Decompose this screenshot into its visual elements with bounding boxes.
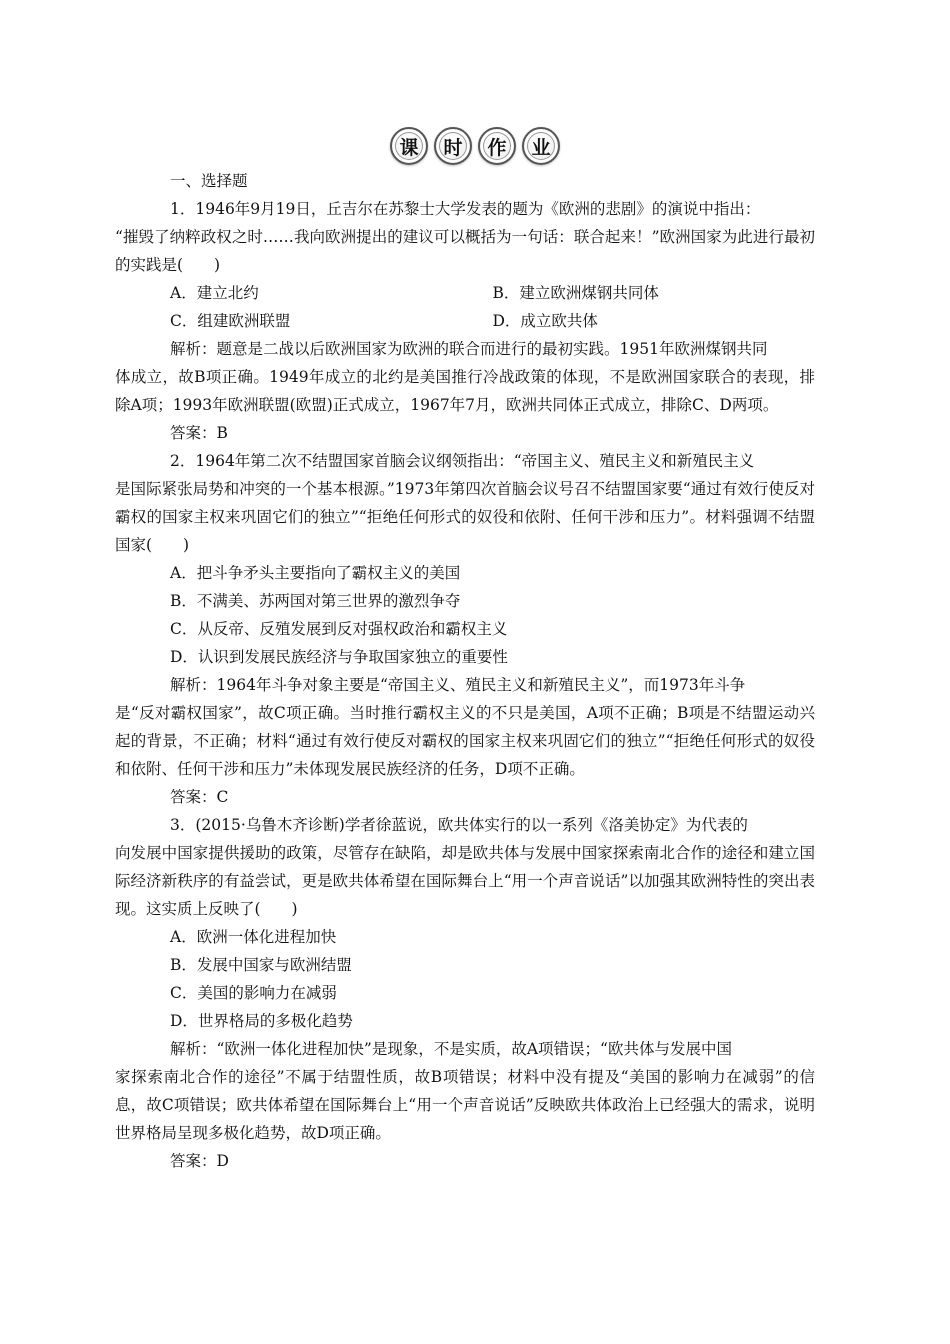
option-c: C．组建欧洲联盟 xyxy=(170,312,291,330)
title-badge-1: 课 xyxy=(390,127,428,165)
question-stem: 1．1946年9月19日，丘吉尔在苏黎士大学发表的题为《欧洲的悲剧》的演说中指出： xyxy=(170,200,761,218)
option-row xyxy=(170,279,815,307)
question-stem: 3．(2015·乌鲁木齐诊断)学者徐蓝说，欧共体实行的以一系列《洛美协定》为代表的 xyxy=(170,816,748,834)
question-stem-continued: 是国际紧张局势和冲突的一个基本根源。”1973年第四次首脑会议号召不结盟国家要“通过有效行使反对霸权的国家主权来巩固它们的独立”“拒绝任何形式的奴役和依附、任何干涉和压力”。材料强调不结盟国家( ) xyxy=(115,480,815,554)
section-heading: 一、选择题 xyxy=(170,172,248,190)
answer: 答案：B xyxy=(170,424,228,442)
option-row xyxy=(170,307,815,335)
question-1 xyxy=(115,195,815,447)
option-c: C．美国的影响力在减弱 xyxy=(170,984,337,1002)
analysis: 解析：1964年斗争对象主要是“帝国主义、殖民主义和新殖民主义”，而1973年斗争 xyxy=(170,676,746,694)
analysis-continued: 是“反对霸权国家”，故C项正确。当时推行霸权主义的不只是美国，A项不正确；B项是不结盟运动兴起的背景，不正确；材料“通过有效行使反对霸权的国家主权来巩固它们的独立”“拒绝任何形式的奴役和依附、任何干涉和压力”未体现发展民族经济的任务，D项不正确。 xyxy=(115,704,815,778)
analysis: 解析：题意是二战以后欧洲国家为欧洲的联合而进行的最初实践。1951年欧洲煤钢共同 xyxy=(170,340,768,358)
analysis-continued: 家探索南北合作的途径”不属于结盟性质，故B项错误；材料中没有提及“美国的影响力在减弱”的信息，故C项错误；欧共体希望在国际舞台上“用一个声音说话”反映欧共体政治上已经强大的需求，说明世界格局呈现多极化趋势，故D项正确。 xyxy=(115,1068,815,1142)
answer: 答案：D xyxy=(170,1152,229,1170)
document-body xyxy=(115,167,815,1175)
option-d: D．世界格局的多极化趋势 xyxy=(170,1012,353,1030)
page-title xyxy=(0,127,950,165)
option-a: A．把斗争矛头主要指向了霸权主义的美国 xyxy=(170,564,461,582)
analysis-continued: 体成立，故B项正确。1949年成立的北约是美国推行冷战政策的体现，不是欧洲国家联合的表现，排除A项；1993年欧洲联盟(欧盟)正式成立，1967年7月，欧洲共同体正式成立，排除C、D两项。 xyxy=(115,368,815,414)
option-a: A．欧洲一体化进程加快 xyxy=(170,928,337,946)
title-badge-4: 业 xyxy=(522,127,560,165)
option-b: B．发展中国家与欧洲结盟 xyxy=(170,956,352,974)
option-d: D．认识到发展民族经济与争取国家独立的重要性 xyxy=(170,648,508,666)
answer: 答案：C xyxy=(170,788,229,806)
question-stem-continued: “摧毁了纳粹政权之时……我向欧洲提出的建议可以概括为一句话：联合起来！”欧洲国家为此进行最初的实践是( ) xyxy=(115,228,815,274)
question-stem-continued: 向发展中国家提供援助的政策，尽管存在缺陷，却是欧共体与发展中国家探索南北合作的途径和建立国际经济新秩序的有益尝试，更是欧共体希望在国际舞台上“用一个声音说话”以加强其欧洲特性的突出表现。这实质上反映了( ) xyxy=(115,844,815,918)
option-c: C．从反帝、反殖发展到反对强权政治和霸权主义 xyxy=(170,620,508,638)
option-a: A．建立北约 xyxy=(170,284,259,302)
option-b: B．建立欧洲煤钢共同体 xyxy=(492,284,659,302)
analysis: 解析：“欧洲一体化进程加快”是现象，不是实质，故A项错误；“欧共体与发展中国 xyxy=(170,1040,732,1058)
question-3 xyxy=(115,811,815,1175)
option-d: D．成立欧共体 xyxy=(492,312,598,330)
question-2 xyxy=(115,447,815,811)
title-badge-2: 时 xyxy=(434,127,472,165)
option-b: B．不满美、苏两国对第三世界的激烈争夺 xyxy=(170,592,461,610)
title-badge-3: 作 xyxy=(478,127,516,165)
question-stem: 2．1964年第二次不结盟国家首脑会议纲领指出：“帝国主义、殖民主义和新殖民主义 xyxy=(170,452,755,470)
